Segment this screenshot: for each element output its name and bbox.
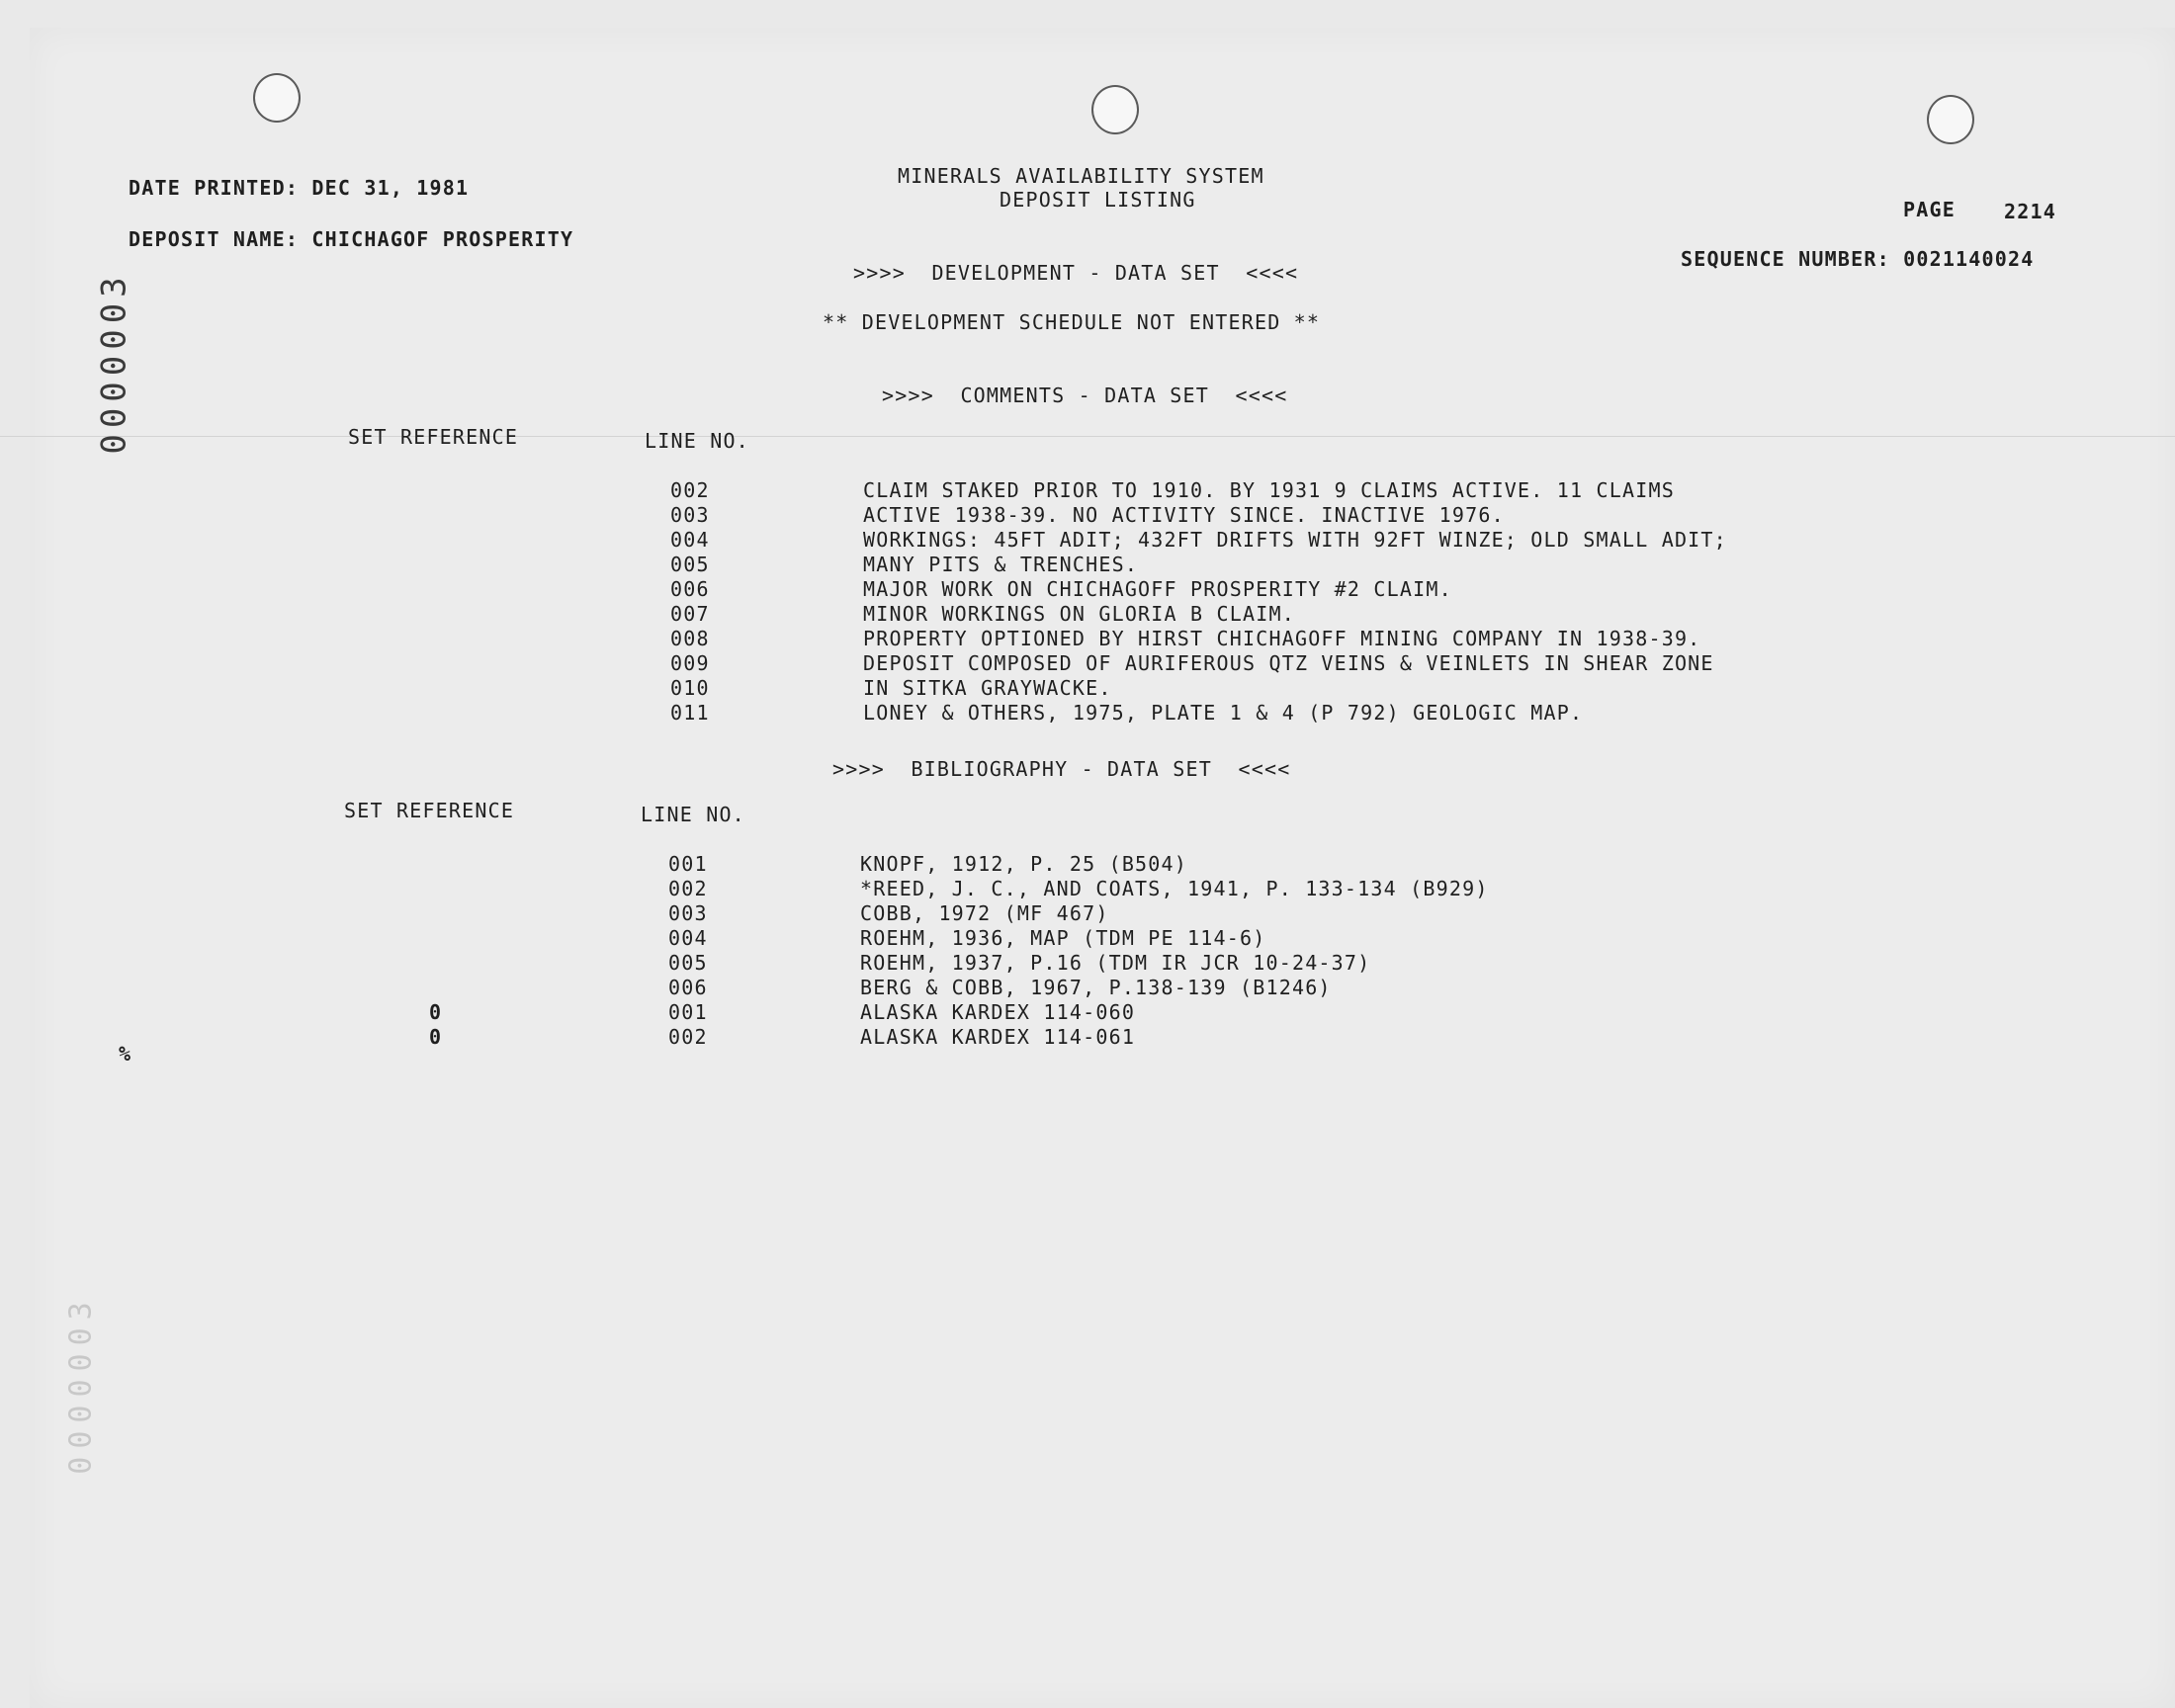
list-item <box>0 651 2175 676</box>
list-item <box>0 503 2175 528</box>
line-number: 001 <box>668 1000 708 1024</box>
list-item <box>0 926 2175 951</box>
entry-text: PROPERTY OPTIONED BY HIRST CHICHAGOFF MINING COMPANY IN 1938-39. <box>863 627 1701 650</box>
entry-text: KNOPF, 1912, P. 25 (B504) <box>860 852 1188 876</box>
list-item <box>0 976 2175 1000</box>
comments-heading: >>>> COMMENTS - DATA SET <<<< <box>882 384 1288 407</box>
list-item <box>0 528 2175 553</box>
line-number: 006 <box>670 577 710 601</box>
entry-text: IN SITKA GRAYWACKE. <box>863 676 1112 700</box>
list-item <box>0 478 2175 503</box>
list-item <box>0 701 2175 726</box>
listing-title: DEPOSIT LISTING <box>1000 188 1196 212</box>
entry-text: MAJOR WORK ON CHICHAGOFF PROSPERITY #2 CLAIM. <box>863 577 1452 601</box>
punch-hole-center <box>1091 85 1139 134</box>
percent-mark: % <box>119 1042 132 1066</box>
entry-text: LONEY & OTHERS, 1975, PLATE 1 & 4 (P 792) GEOLOGIC MAP. <box>863 701 1584 725</box>
list-item <box>0 602 2175 627</box>
date-printed: DATE PRINTED: DEC 31, 1981 <box>129 176 470 200</box>
entry-text: MINOR WORKINGS ON GLORIA B CLAIM. <box>863 602 1295 626</box>
line-number: 010 <box>670 676 710 700</box>
line-number: 002 <box>670 478 710 502</box>
entry-text: COBB, 1972 (MF 467) <box>860 901 1109 925</box>
line-number: 008 <box>670 627 710 650</box>
line-number: 003 <box>668 901 708 925</box>
line-number: 005 <box>670 553 710 576</box>
entry-text: ALASKA KARDEX 114-060 <box>860 1000 1136 1024</box>
set-reference-value: 0 <box>429 1000 443 1024</box>
line-number: 001 <box>668 852 708 876</box>
development-heading: >>>> DEVELOPMENT - DATA SET <<<< <box>853 261 1299 285</box>
list-item <box>0 901 2175 926</box>
list-item <box>0 852 2175 877</box>
line-number: 004 <box>668 926 708 950</box>
list-item <box>0 627 2175 651</box>
line-number: 003 <box>670 503 710 527</box>
entry-text: CLAIM STAKED PRIOR TO 1910. BY 1931 9 CLAIMS ACTIVE. 11 CLAIMS <box>863 478 1675 502</box>
deposit-name: DEPOSIT NAME: CHICHAGOF PROSPERITY <box>129 227 574 251</box>
entry-text: *REED, J. C., AND COATS, 1941, P. 133-134 (B929) <box>860 877 1489 900</box>
development-note: ** DEVELOPMENT SCHEDULE NOT ENTERED ** <box>823 310 1321 334</box>
list-item <box>0 1025 2175 1050</box>
page-number: 2214 <box>2004 200 2056 223</box>
entry-text: ALASKA KARDEX 114-061 <box>860 1025 1136 1049</box>
page-label: PAGE <box>1903 198 1956 221</box>
paper-fold-line <box>0 436 2175 437</box>
bibliography-heading: >>>> BIBLIOGRAPHY - DATA SET <<<< <box>832 757 1291 781</box>
entry-text: WORKINGS: 45FT ADIT; 432FT DRIFTS WITH 92FT WINZE; OLD SMALL ADIT; <box>863 528 1727 552</box>
line-number: 007 <box>670 602 710 626</box>
comments-set-reference-header: SET REFERENCE <box>348 425 519 449</box>
line-number: 002 <box>668 877 708 900</box>
set-reference-value: 0 <box>429 1025 443 1049</box>
line-number: 011 <box>670 701 710 725</box>
entry-text: ROEHM, 1936, MAP (TDM PE 114-6) <box>860 926 1266 950</box>
bibliography-line-no-header: LINE NO. <box>641 803 745 826</box>
line-number: 006 <box>668 976 708 999</box>
punch-hole-right <box>1927 95 1974 144</box>
list-item <box>0 951 2175 976</box>
line-number: 004 <box>670 528 710 552</box>
entry-text: DEPOSIT COMPOSED OF AURIFEROUS QTZ VEINS & VEINLETS IN SHEAR ZONE <box>863 651 1714 675</box>
list-item <box>0 577 2175 602</box>
list-item <box>0 676 2175 701</box>
list-item <box>0 877 2175 901</box>
sequence-number: SEQUENCE NUMBER: 0021140024 <box>1681 247 2035 271</box>
line-number: 009 <box>670 651 710 675</box>
list-item <box>0 1000 2175 1025</box>
entry-text: ACTIVE 1938-39. NO ACTIVITY SINCE. INACTIVE 1976. <box>863 503 1505 527</box>
side-code: 0000003 <box>95 271 135 455</box>
punch-hole-left <box>253 73 301 123</box>
side-code-bleed: 0000003 <box>63 1293 99 1475</box>
comments-line-no-header: LINE NO. <box>645 429 749 453</box>
entry-text: BERG & COBB, 1967, P.138-139 (B1246) <box>860 976 1332 999</box>
line-number: 005 <box>668 951 708 975</box>
bibliography-set-reference-header: SET REFERENCE <box>344 799 515 822</box>
line-number: 002 <box>668 1025 708 1049</box>
system-title: MINERALS AVAILABILITY SYSTEM <box>898 164 1264 188</box>
entry-text: ROEHM, 1937, P.16 (TDM IR JCR 10-24-37) <box>860 951 1371 975</box>
list-item <box>0 553 2175 577</box>
entry-text: MANY PITS & TRENCHES. <box>863 553 1139 576</box>
